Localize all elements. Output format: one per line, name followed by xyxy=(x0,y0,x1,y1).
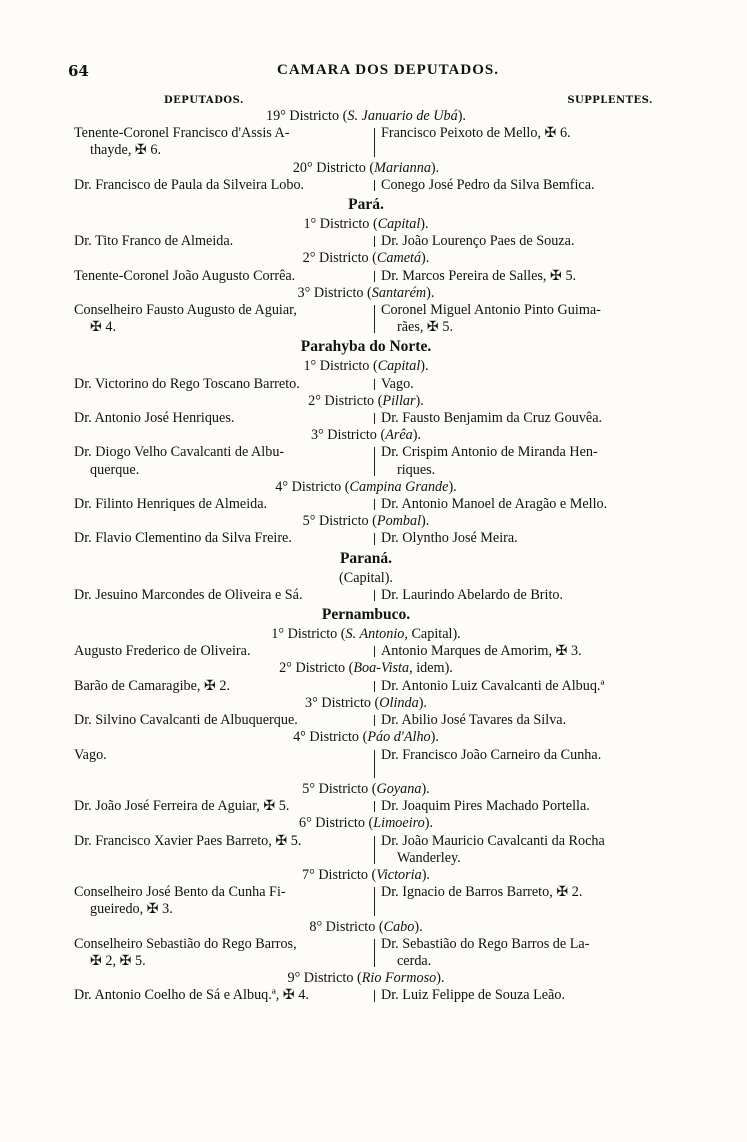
supplente-line: Dr. Antonio Luiz Cavalcanti de Albuq.ª xyxy=(381,677,605,694)
deputado-line: Dr. Tito Franco de Almeida. xyxy=(74,233,234,250)
district-name: Boa-Vista, xyxy=(353,660,413,677)
page-header xyxy=(68,62,668,84)
district-row xyxy=(74,936,658,970)
supplente-line: Coronel Miguel Antonio Pinto Guima- xyxy=(381,302,601,319)
supplente-cell xyxy=(379,125,658,159)
district-name: Olinda xyxy=(379,694,419,711)
district-heading: 5° Districto (Pombal). xyxy=(302,513,430,530)
supplente-line: Dr. Sebastião do Rego Barros de La- xyxy=(381,935,590,952)
deputado-cell xyxy=(74,884,370,918)
column-divider xyxy=(370,936,379,970)
district-name: Pombal xyxy=(376,513,422,530)
district-name: Santarém xyxy=(371,284,427,301)
supplente-line: Dr. Ignacio de Barros Barreto, ✠ 2. xyxy=(381,884,583,901)
district-heading xyxy=(74,570,658,587)
district-name: S. Januario de Ubá xyxy=(347,108,458,124)
divider-rule xyxy=(374,236,375,247)
deputado-cell xyxy=(74,712,370,729)
district-heading: 3° Districto (Arêa). xyxy=(310,427,422,444)
divider-rule xyxy=(374,887,375,915)
column-divider xyxy=(370,530,379,547)
supplente-line: Vago. xyxy=(381,375,414,392)
column-divider xyxy=(370,302,379,336)
deputado-cell xyxy=(74,987,370,1004)
divider-rule xyxy=(374,379,375,390)
deputado-line: Tenente-Coronel Francisco d'Assis A- xyxy=(74,125,290,142)
column-divider xyxy=(370,798,379,815)
supplente-line xyxy=(381,764,658,781)
district-row xyxy=(74,747,658,781)
deputado-line: Conselheiro Fausto Augusto de Aguiar, xyxy=(74,302,297,319)
district-heading: 1° Districto (Capital). xyxy=(303,358,429,375)
district-label: 1° Districto xyxy=(271,626,338,643)
district-name: Arêa xyxy=(385,427,413,444)
district-row xyxy=(74,884,658,918)
district-heading: 6° Districto (Limoeiro). xyxy=(298,815,434,832)
supplente-line: Antonio Marques de Amorim, ✠ 3. xyxy=(381,643,582,660)
district-name: Cametá xyxy=(376,250,422,267)
district-heading: 2° Districto (Cametá). xyxy=(302,250,430,267)
district-name: Rio Formoso xyxy=(361,970,437,987)
divider-rule xyxy=(374,715,375,726)
supplente-line: Dr. Olyntho José Meira. xyxy=(381,530,518,547)
divider-rule xyxy=(374,128,375,156)
deputado-line: Dr. Francisco de Paula da Silveira Lobo. xyxy=(74,176,305,193)
district-name: Pillar xyxy=(382,392,416,409)
divider-rule xyxy=(374,939,375,967)
column-divider xyxy=(370,177,379,194)
deputado-line: Augusto Frederico de Oliveira. xyxy=(74,643,251,660)
district-label: 7° Districto xyxy=(302,866,368,883)
deputado-cell xyxy=(74,587,370,604)
district-row xyxy=(74,798,658,815)
column-divider xyxy=(370,678,379,695)
state-heading: Parahyba do Norte. xyxy=(300,338,432,356)
deputado-cell xyxy=(74,376,370,393)
deputado-cell xyxy=(74,125,370,159)
supplente-cell xyxy=(379,233,658,250)
divider-rule xyxy=(374,990,375,1001)
district-row xyxy=(74,302,658,336)
district-name: Capital xyxy=(377,216,421,233)
column-divider xyxy=(370,268,379,285)
district-row xyxy=(74,643,658,660)
supplente-cell xyxy=(379,936,658,970)
divider-rule xyxy=(374,836,375,864)
deputado-line: Dr. Flavio Clementino da Silva Freire. xyxy=(74,530,292,547)
district-label: 1° Districto xyxy=(303,358,370,375)
deputado-cell xyxy=(74,936,370,970)
district-label: 8° Districto xyxy=(309,918,376,935)
supplente-line: Conego José Pedro da Silva Bemfica. xyxy=(381,176,595,193)
district-label: 1° Districto xyxy=(303,216,370,233)
supplente-cell xyxy=(379,884,658,918)
state-heading: Pará. xyxy=(348,196,384,214)
supplente-cell xyxy=(379,410,658,427)
district-plain: (Capital). xyxy=(339,569,393,586)
supplente-cell xyxy=(379,833,658,867)
district-label: 3° Districto xyxy=(305,694,371,711)
supplente-cell xyxy=(379,268,658,285)
district-suffix: Capital xyxy=(407,626,453,643)
supplente-cell xyxy=(379,444,658,478)
district-heading: 1° Districto (S. Antonio, Capital). xyxy=(271,626,461,643)
district-label: 2° Districto xyxy=(279,660,346,677)
column-divider xyxy=(370,587,379,604)
district-name: Páo d'Alho xyxy=(367,729,431,746)
district-row xyxy=(74,268,658,285)
supplente-cell xyxy=(379,987,658,1004)
divider-rule xyxy=(374,271,375,282)
divider-rule xyxy=(374,499,375,510)
district-label: 4° Districto xyxy=(293,729,360,746)
deputado-line: Dr. Victorino do Rego Toscano Barreto. xyxy=(74,375,300,392)
district-row xyxy=(74,233,658,250)
district-heading: 3° Districto (Olinda). xyxy=(305,694,427,711)
column-headings xyxy=(72,95,657,109)
column-divider xyxy=(370,233,379,250)
supplente-cell xyxy=(379,798,658,815)
deputado-line: Dr. Silvino Cavalcanti de Albuquerque. xyxy=(74,712,298,729)
district-heading: 9° Districto (Rio Formoso). xyxy=(287,970,445,987)
column-divider xyxy=(370,125,379,159)
district-label: 5° Districto xyxy=(302,513,369,530)
deputado-line: Tenente-Coronel João Augusto Corrêa. xyxy=(74,267,296,284)
deputado-cell xyxy=(74,268,370,285)
supplente-line: Dr. Crispim Antonio de Miranda Hen- xyxy=(381,444,598,461)
divider-rule xyxy=(374,646,375,657)
district-name: Limoeiro xyxy=(373,815,425,832)
deputado-line: thayde, ✠ 6. xyxy=(90,142,161,159)
supplente-line: Francisco Peixoto de Mello, ✠ 6. xyxy=(381,125,571,142)
district-heading: 3° Districto (Santarém). xyxy=(297,284,435,301)
district-label: 9° Districto xyxy=(287,970,354,987)
district-name: Cabo xyxy=(383,918,415,935)
column-divider xyxy=(370,712,379,729)
deputado-cell xyxy=(74,530,370,547)
district-row xyxy=(74,444,658,478)
supplente-cell xyxy=(379,587,658,604)
supplente-cell xyxy=(379,530,658,547)
column-divider xyxy=(370,747,379,781)
district-label: 20° Districto xyxy=(292,159,366,176)
deputado-line: ✠ 4. xyxy=(90,319,117,336)
supplente-cell xyxy=(379,643,658,660)
district-heading: 2° Districto (Pillar). xyxy=(308,392,424,409)
deputado-cell xyxy=(74,444,370,478)
deputado-line: Dr. Antonio Coelho de Sá e Albuq.ª, ✠ 4. xyxy=(74,987,309,1004)
district-heading: 8° Districto (Cabo). xyxy=(309,918,423,935)
supplente-line: Dr. Luiz Felippe de Souza Leão. xyxy=(381,987,565,1004)
state-heading: Paraná. xyxy=(339,549,393,567)
column-heading-supplentes: SUPPLENTES. xyxy=(567,95,653,106)
supplente-line: cerda. xyxy=(397,952,432,969)
district-label: 2° Districto xyxy=(308,392,375,409)
district-label: 6° Districto xyxy=(298,815,365,832)
divider-rule xyxy=(374,681,375,692)
deputado-line: Dr. Diogo Velho Cavalcanti de Albu- xyxy=(74,444,285,461)
district-row xyxy=(74,987,658,1004)
district-row xyxy=(74,587,658,604)
district-name: Goyana xyxy=(376,780,422,797)
district-name: Marianna xyxy=(374,159,431,176)
column-divider xyxy=(370,410,379,427)
supplente-line: Dr. Laurindo Abelardo de Brito. xyxy=(381,586,564,603)
page-number: 64 xyxy=(68,62,89,80)
deputado-cell xyxy=(74,747,370,781)
deputado-line: Dr. Filinto Henriques de Almeida. xyxy=(74,496,268,513)
district-row xyxy=(74,530,658,547)
district-name: Campina Grande xyxy=(349,478,449,495)
deputado-line: Dr. Jesuino Marcondes de Oliveira e Sá. xyxy=(74,586,303,603)
deputado-line: Barão de Camaragibe, ✠ 2. xyxy=(74,677,231,694)
district-heading: 7° Districto (Victoria). xyxy=(302,866,430,883)
deputado-line: gueiredo, ✠ 3. xyxy=(90,901,173,918)
column-divider xyxy=(370,376,379,393)
supplente-line: Wanderley. xyxy=(397,849,461,866)
deputado-cell xyxy=(74,833,370,867)
divider-rule xyxy=(374,533,375,544)
deputado-line: Conselheiro Sebastião do Rego Barros, xyxy=(74,935,297,952)
district-label: 5° Districto xyxy=(302,780,369,797)
column-heading-deputados: DEPUTADOS. xyxy=(164,95,244,106)
divider-rule xyxy=(374,801,375,812)
deputado-line: ✠ 2, ✠ 5. xyxy=(90,952,146,969)
deputado-line: Dr. Antonio José Henriques. xyxy=(74,410,235,427)
district-row xyxy=(74,712,658,729)
deputado-cell xyxy=(74,643,370,660)
supplente-line: Dr. Fausto Benjamim da Cruz Gouvêa. xyxy=(381,410,603,427)
district-name: Capital xyxy=(377,358,421,375)
deputado-line: querque. xyxy=(90,461,140,478)
supplente-cell xyxy=(379,177,658,194)
column-divider xyxy=(370,496,379,513)
district-label: 19° Districto xyxy=(266,108,340,124)
district-label: 4° Districto xyxy=(275,478,342,495)
district-name: Victoria xyxy=(376,866,422,883)
district-row xyxy=(74,496,658,513)
divider-rule xyxy=(374,750,375,778)
deputado-cell xyxy=(74,302,370,336)
deputado-cell xyxy=(74,177,370,194)
district-row xyxy=(74,833,658,867)
column-divider xyxy=(370,643,379,660)
district-label: 3° Districto xyxy=(297,284,364,301)
district-row xyxy=(74,125,658,159)
supplente-line: Dr. Abilio José Tavares da Silva. xyxy=(381,712,567,729)
divider-rule xyxy=(374,413,375,424)
district-row xyxy=(74,678,658,695)
column-divider xyxy=(370,444,379,478)
divider-rule xyxy=(374,447,375,475)
supplente-line: Dr. Francisco João Carneiro da Cunha. xyxy=(381,746,602,763)
supplente-cell xyxy=(379,712,658,729)
supplente-line: Dr. Marcos Pereira de Salles, ✠ 5. xyxy=(381,267,577,284)
deputies-list xyxy=(74,108,658,1005)
supplente-line: Dr. João Lourenço Paes de Souza. xyxy=(381,233,575,250)
supplente-cell xyxy=(379,747,658,781)
supplente-line: Dr. João Mauricio Cavalcanti da Rocha xyxy=(381,832,605,849)
district-heading: 4° Districto (Campina Grande). xyxy=(275,478,457,495)
deputado-line: Conselheiro José Bento da Cunha Fi- xyxy=(74,884,286,901)
deputado-cell xyxy=(74,678,370,695)
district-heading: 5° Districto (Goyana). xyxy=(302,780,430,797)
supplente-line: rães, ✠ 5. xyxy=(397,319,454,336)
district-label: 2° Districto xyxy=(302,250,369,267)
district-heading: 2° Districto (Boa-Vista, idem). xyxy=(279,660,453,677)
district-heading: 1° Districto (Capital). xyxy=(303,216,429,233)
district-row xyxy=(74,410,658,427)
supplente-cell xyxy=(379,496,658,513)
divider-rule xyxy=(374,305,375,333)
supplente-cell xyxy=(379,376,658,393)
deputado-line: Dr. João José Ferreira de Aguiar, ✠ 5. xyxy=(74,798,290,815)
deputado-line: Vago. xyxy=(74,746,107,763)
deputado-cell xyxy=(74,798,370,815)
divider-rule xyxy=(374,180,375,191)
district-label: 3° Districto xyxy=(310,427,377,444)
state-heading: Pernambuco. xyxy=(321,606,411,624)
supplente-cell xyxy=(379,678,658,695)
supplente-line: Dr. Antonio Manoel de Aragão e Mello. xyxy=(381,496,608,513)
supplente-cell xyxy=(379,302,658,336)
district-heading: 20° Districto (Marianna). xyxy=(292,159,440,176)
district-heading: 19° Districto (S. Januario de Ubá). xyxy=(266,108,466,124)
deputado-line: Dr. Francisco Xavier Paes Barreto, ✠ 5. xyxy=(74,832,302,849)
divider-rule xyxy=(374,590,375,601)
deputado-cell xyxy=(74,496,370,513)
deputado-cell xyxy=(74,410,370,427)
supplente-line: Dr. Joaquim Pires Machado Portella. xyxy=(381,798,590,815)
column-divider xyxy=(370,884,379,918)
district-suffix: idem xyxy=(412,660,445,677)
supplente-line: riques. xyxy=(397,461,436,478)
district-heading: 4° Districto (Páo d'Alho). xyxy=(293,729,439,746)
running-title: CAMARA DOS DEPUTADOS. xyxy=(277,62,499,78)
district-name: S. Antonio, xyxy=(345,626,408,643)
column-divider xyxy=(370,987,379,1004)
district-row xyxy=(74,177,658,194)
district-row xyxy=(74,376,658,393)
deputado-line xyxy=(74,764,364,781)
column-divider xyxy=(370,833,379,867)
deputado-cell xyxy=(74,233,370,250)
